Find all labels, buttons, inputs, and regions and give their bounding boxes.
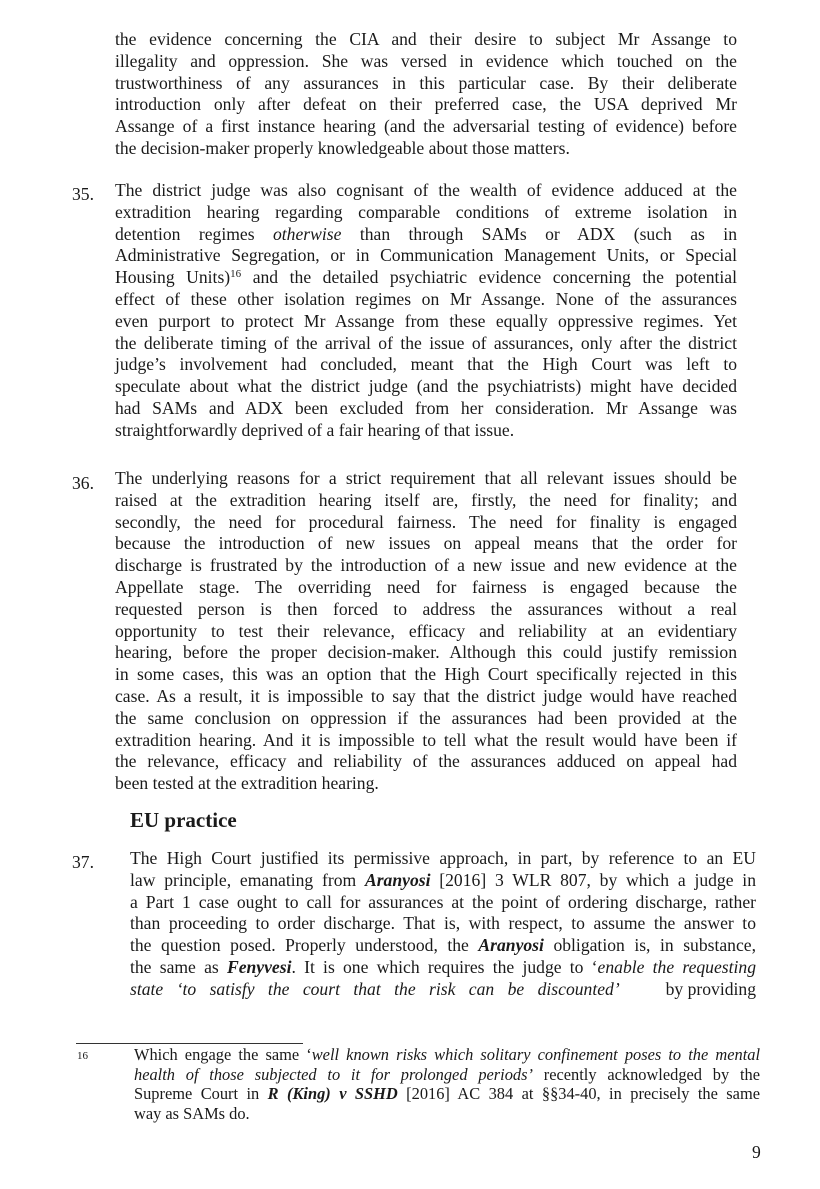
paragraph-37	[130, 848, 756, 1001]
text-run: . It is one which requires the judge to ‘	[291, 956, 598, 977]
case-name-fenyvesi: Fenyvesi	[226, 956, 292, 977]
text-run: Supreme Court in	[134, 1084, 268, 1104]
text-line: in some cases, this was an option that the High Court specifically rejected in this	[115, 664, 737, 685]
text-run: the question posed. Properly understood, the	[130, 935, 479, 956]
text-line: extradition hearing. And it is impossible to tell what the result would have been if	[115, 729, 737, 750]
text-line	[130, 957, 756, 979]
paragraph-36	[115, 468, 737, 795]
text-line: straightforwardly deprived of a fair hearing of that issue.	[115, 419, 515, 440]
text-line: raised at the extradition hearing itself are, firstly, the need for finality; and	[115, 489, 737, 510]
footnote-separator	[76, 1043, 303, 1044]
text-line	[115, 267, 737, 289]
text-line: speculate about what the district judge (and the psychiatrists) might have decided	[115, 376, 737, 397]
text-line	[130, 935, 756, 957]
text-line: trustworthiness of any assurances in this particular case. By their deliberate	[115, 72, 737, 93]
text-line: Assange of a first instance hearing (and the adversarial testing of evidence) before	[115, 116, 737, 137]
text-run: obligation is, in substance,	[543, 935, 756, 956]
text-run: [2016] 3 WLR 807, by which a judge in	[430, 869, 756, 890]
text-line: The district judge was also cognisant of the wealth of evidence adduced at the	[115, 180, 737, 200]
text-line: judge’s involvement had concluded, meant that the High Court was left to	[115, 354, 737, 375]
footnote-16	[134, 1045, 760, 1123]
text-line: The underlying reasons for a strict requirement that all relevant issues should be	[115, 468, 737, 488]
quotation: state ‘to satisfy the court that the risk can be discounted’	[130, 978, 620, 999]
text-run: detention regimes	[115, 223, 273, 244]
footnote-number: 16	[77, 1050, 88, 1062]
paragraph-number-37: 37.	[72, 852, 94, 872]
text-line: discharge is frustrated by the introduction of a new issue and new evidence at the	[115, 555, 737, 576]
text-line: introduction only after defeat on their preferred case, the USA deprived Mr	[115, 94, 737, 115]
text-line: had SAMs and ADX been excluded from her consideration. Mr Assange was	[115, 397, 737, 418]
text-line: The High Court justified its permissive approach, in part, by reference to an EU	[130, 848, 756, 868]
text-line	[134, 1065, 760, 1085]
text-run: Which engage the same ‘	[134, 1045, 312, 1064]
paragraph-34-continuation	[115, 29, 737, 160]
text-line: opportunity to test their relevance, efficacy and reliability at an evidentiary	[115, 620, 737, 641]
text-line: illegality and oppression. She was versed in evidence which touched on the	[115, 50, 737, 71]
paragraph-35	[115, 180, 737, 442]
text-line	[130, 870, 756, 892]
text-run: recently acknowledged by the	[532, 1064, 760, 1084]
text-line: effect of these other isolation regimes on Mr Assange. None of the assurances	[115, 288, 737, 309]
case-name-aranyosi: Aranyosi	[478, 935, 544, 956]
text-line: the relevance, efficacy and reliability of the assurances adduced on appeal had	[115, 751, 737, 772]
page-number: 9	[752, 1142, 761, 1162]
emphasis-otherwise: otherwise	[273, 223, 342, 244]
text-run: law principle, emanating from	[130, 869, 365, 890]
text-line: even purport to protect Mr Assange from these equally oppressive regimes. Yet	[115, 310, 737, 331]
case-name-aranyosi: Aranyosi	[364, 869, 431, 890]
text-line: the evidence concerning the CIA and their desire to subject Mr Assange to	[115, 29, 737, 49]
text-line: Administrative Segregation, or in Communication Management Units, or Special	[115, 245, 737, 266]
text-line: the same conclusion on oppression if the assurances had been provided at the	[115, 707, 737, 728]
text-line: Appellate stage. The overriding need for fairness is engaged because the	[115, 576, 737, 597]
paragraph-number-35: 35.	[72, 184, 94, 204]
text-line	[134, 1084, 760, 1104]
text-line: way as SAMs do.	[134, 1103, 250, 1123]
text-run: and the detailed psychiatric evidence concerning the potential	[241, 267, 737, 288]
footnote-reference-16[interactable]: 16	[230, 268, 242, 281]
text-line: requested person is then forced to address the assurances without a real	[115, 598, 737, 619]
text-line	[115, 224, 737, 246]
text-run: than through SAMs or ADX (such as in	[341, 223, 737, 244]
text-line: than proceeding to order discharge. That is, with respect, to assume the answer to	[130, 913, 756, 934]
text-line: hearing, before the proper decision-maker. Although this could justify remission	[115, 642, 737, 663]
text-run: [2016] AC 384 at §§34-40, in precisely the same	[397, 1084, 760, 1104]
paragraph-number-36: 36.	[72, 473, 94, 493]
text-line: the deliberate timing of the arrival of the issue of assurances, only after the district	[115, 332, 737, 353]
quotation: enable the requesting	[597, 956, 757, 977]
text-run: Housing Units)	[115, 267, 231, 288]
case-name-king: R (King) v SSHD	[267, 1084, 398, 1104]
text-run: by providing	[665, 978, 756, 999]
text-line: extradition hearing regarding comparable conditions of extreme isolation in	[115, 201, 737, 222]
quotation: well known risks which solitary confinement poses to the mental	[311, 1045, 760, 1064]
text-line: because the introduction of new issues on appeal means that the order for	[115, 533, 737, 554]
text-line: the decision-maker properly knowledgeable about those matters.	[115, 137, 570, 158]
quotation: health of those subjected to it for prolonged periods’	[134, 1064, 533, 1084]
text-line	[130, 979, 756, 1001]
text-line: a Part 1 case ought to call for assurances at the point of ordering discharge, rather	[130, 891, 756, 912]
text-line	[134, 1045, 760, 1065]
text-line: been tested at the extradition hearing.	[115, 773, 379, 794]
text-line: secondly, the need for procedural fairness. The need for finality is engaged	[115, 511, 737, 532]
section-heading: EU practice	[130, 808, 237, 832]
text-run: the same as	[130, 956, 227, 977]
text-line: case. As a result, it is impossible to say that the district judge would have reached	[115, 685, 737, 706]
